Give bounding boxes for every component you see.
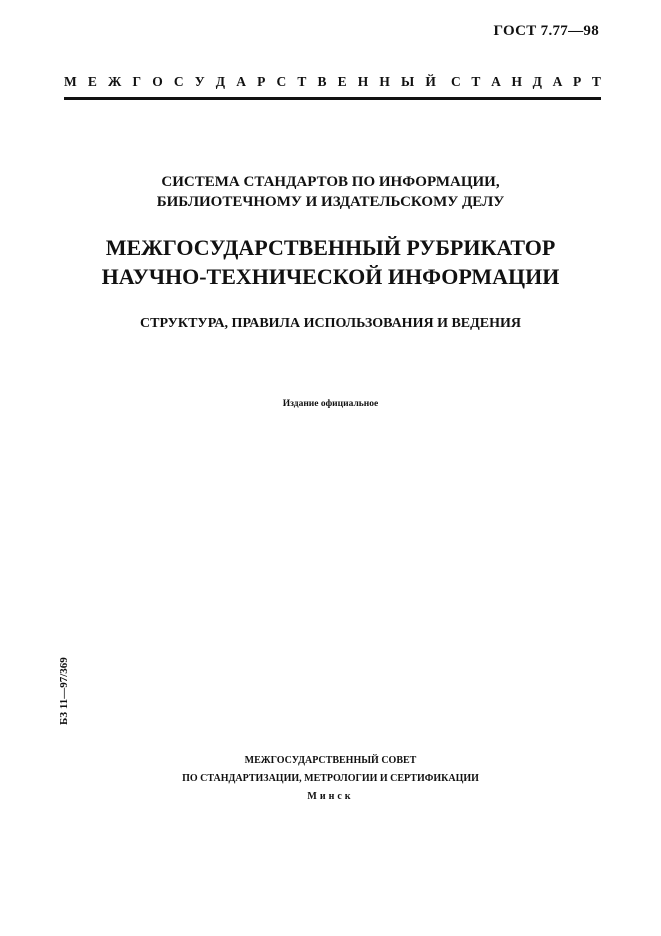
document-title <box>0 233 661 291</box>
header-letter: Т <box>297 74 307 89</box>
header-letter: Р <box>257 74 266 89</box>
header-rule-divider <box>64 97 601 100</box>
header-letter: Т <box>471 74 481 89</box>
header-letter: Н <box>379 74 390 89</box>
standards-series-title <box>0 172 661 212</box>
header-letter: Д <box>532 74 542 89</box>
header-letter: Г <box>132 74 142 89</box>
publication-city: Минск <box>307 791 354 802</box>
title-line: МЕЖГОСУДАРСТВЕННЫЙ РУБРИКАТОР <box>105 235 556 260</box>
header-letter: Р <box>573 74 582 89</box>
title-line: НАУЧНО-ТЕХНИЧЕСКОЙ ИНФОРМАЦИИ <box>101 264 560 289</box>
header-word-interstate <box>64 74 436 90</box>
header-letter: О <box>152 74 163 89</box>
header-letter: Е <box>337 74 347 89</box>
header-letter: Н <box>511 74 522 89</box>
header-letter: Д <box>215 74 226 89</box>
standard-code: ГОСТ 7.77—98 <box>493 23 599 39</box>
standard-type-header <box>64 74 601 90</box>
header-letter: С <box>451 74 461 89</box>
series-line: СИСТЕМА СТАНДАРТОВ ПО ИНФОРМАЦИИ, <box>161 174 500 190</box>
header-letter: Ж <box>108 74 122 89</box>
series-line: БИБЛИОТЕЧНОМУ И ИЗДАТЕЛЬСКОМУ ДЕЛУ <box>156 194 505 210</box>
header-letter: С <box>173 74 184 89</box>
document-subtitle: СТРУКТУРА, ПРАВИЛА ИСПОЛЬЗОВАНИЯ И ВЕДЕНИЯ <box>140 316 521 331</box>
header-letter: Т <box>591 74 601 89</box>
header-letter: Ы <box>401 74 415 89</box>
header-letter: Н <box>357 74 369 89</box>
header-word-standard <box>451 74 601 90</box>
header-letter: У <box>194 74 205 89</box>
header-letter: В <box>317 74 327 89</box>
publisher-block <box>0 752 661 806</box>
header-letter: А <box>491 74 501 89</box>
header-letter: А <box>552 74 563 89</box>
publisher-line: МЕЖГОСУДАРСТВЕННЫЙ СОВЕТ <box>244 755 417 766</box>
header-letter: Й <box>425 74 436 89</box>
publisher-line: ПО СТАНДАРТИЗАЦИИ, МЕТРОЛОГИИ И СЕРТИФИКАЦИИ <box>182 773 479 784</box>
header-letter: С <box>276 74 287 89</box>
header-letter: М <box>64 74 77 89</box>
header-letter: А <box>236 74 246 89</box>
header-letter: Е <box>87 74 97 89</box>
side-registration-code: БЗ 11—97/369 <box>58 657 70 725</box>
edition-note: Издание официальное <box>282 399 379 409</box>
